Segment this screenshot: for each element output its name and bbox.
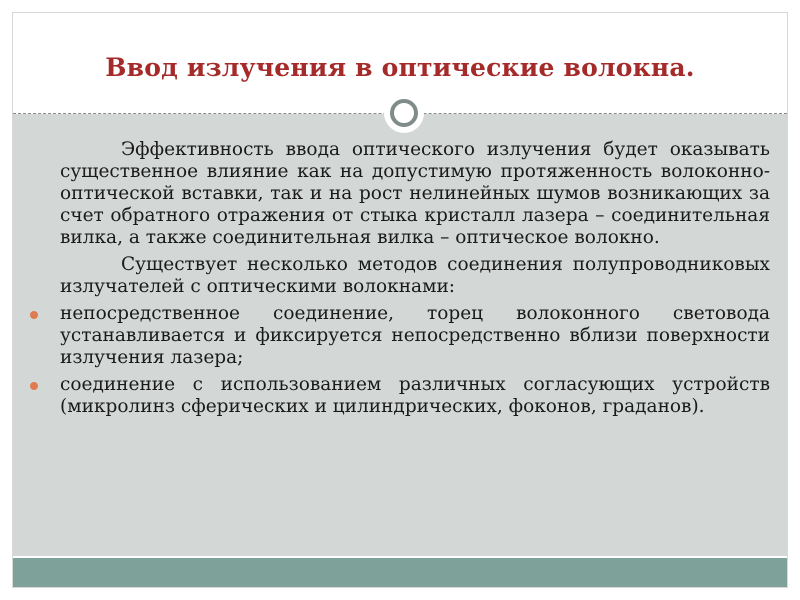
bottom-band — [13, 556, 787, 587]
slide-title: Ввод излучения в оптические волокна. — [105, 53, 695, 82]
circle-ring-icon — [384, 93, 424, 133]
list-item — [60, 374, 770, 418]
ornament-ring — [390, 99, 418, 127]
bullet-dot-icon — [30, 382, 38, 390]
list-item — [60, 303, 770, 369]
bullet-text: непосредственное соединение, торец волоконного световода устанавливается и фиксируется непосредственно вблизи поверхности излучения лазера; — [60, 303, 770, 368]
paragraph-efficiency: Эффективность ввода оптического излучения будет оказывать существенное влияние как на допустимую протяженность волоконно- оптической вставки, так и на рост нелинейных шумов возникающих за счет обратного отражения от стыка кристалл лазера – соединительная вилка, а также соединительная вилка – оптическое волокно. — [60, 139, 770, 248]
bullet-dot-icon — [30, 311, 38, 319]
bullet-text: соединение с использованием различных согласующих устройств (микролинз сферических и цилиндрических, фоконов, граданов). — [60, 374, 770, 417]
slide-body — [60, 139, 770, 423]
slide — [12, 12, 788, 588]
paragraph-methods: Существует несколько методов соединения полупроводниковых излучателей с оптическими волокнами: — [60, 254, 770, 297]
